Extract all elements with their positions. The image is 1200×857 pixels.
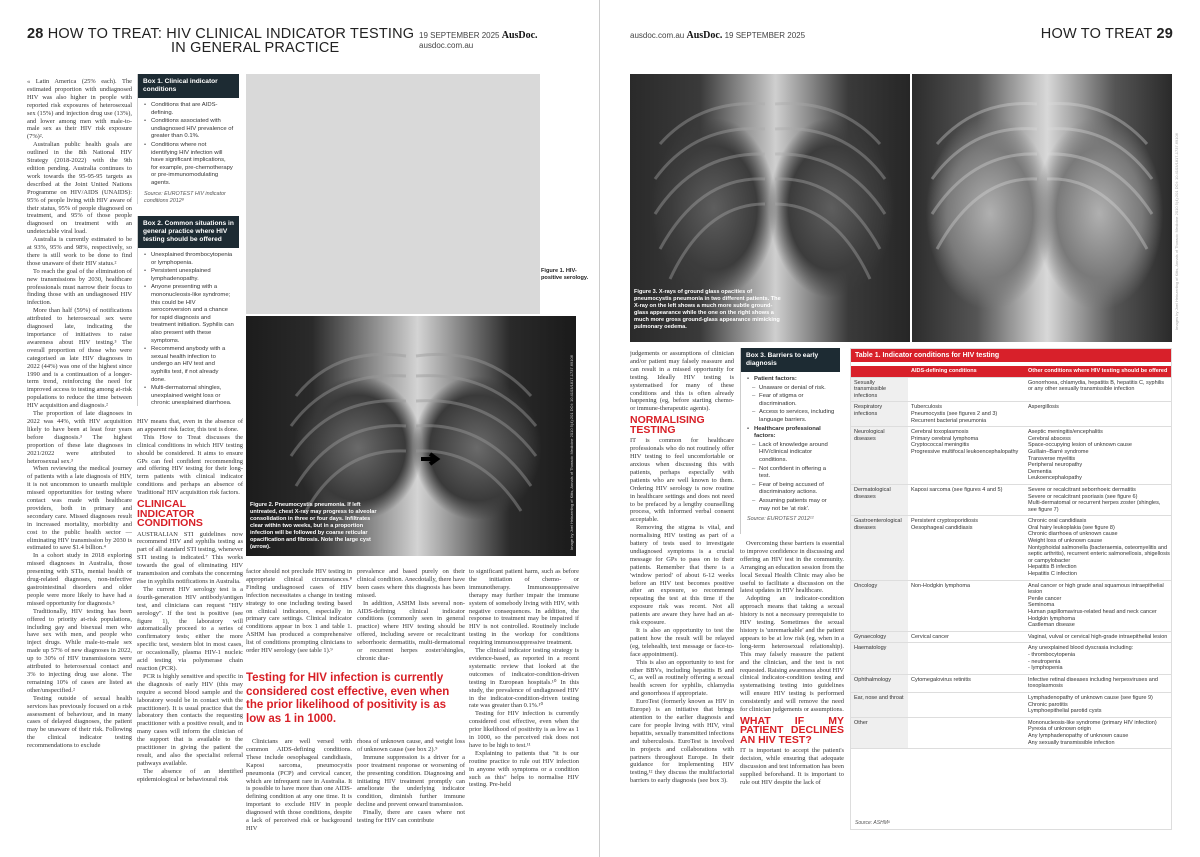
heading-clinical-indicator-conditions: CLINICAL INDICATOR CONDITIONS [137, 498, 203, 530]
table-cell-aids: Tuberculosis Pneumocystis (see figures 2 and 3) Recurrent bacterial pneumonia [908, 402, 1025, 427]
box-1-body [138, 98, 239, 210]
body-column-3b [246, 738, 352, 850]
paragraph: PCR is highly sensitive and specific in the diagnosis of early HIV (this may require a second blood sample and the laboratory would be in contact with the practitioner). It is usual practice that the laboratory then contacts the requesting practitioner with a positive result, and in many cases will inform the clinician of the support that is available to the practitioner in giving the patient the result, and also the specialist referral pathways available. [137, 672, 243, 767]
box-1-item: • Conditions associated with undiagnosed HIV prevalence of greater than 0.1%. [144, 118, 234, 141]
box-3-item: – Lack of knowledge around HIV/clinical indicator conditions. [747, 442, 835, 465]
paragraph: Removing the stigma is vital, and normalising HIV testing as part of a battery of tests used to investigate undiagnosed symptoms is a crucial message for GPs to pass on to their patients. Remember that there is a 'window period' of about 6-12 weeks before an HIV test becomes positive after an exposure, so recommend repeating the test at this time if the exposure risk was recent. Not all patients are aware they have had an at-risk exposure. [630, 524, 734, 627]
table-cell-area: Ophthalmology [851, 674, 908, 692]
table-1-source: Source: ASHM⁹ [855, 820, 891, 826]
xray-ribs-right [912, 74, 1172, 342]
box-1 [137, 74, 239, 204]
table-cell-other: Lymphadenopathy of unknown cause (see figure 9) Chronic parotitis Lymphoepithelial parotid cysts [1025, 692, 1172, 717]
body-column-7 [740, 540, 844, 850]
paragraph: prevalence and based purely on their clinical condition. Anecdotally, there have been cases where this diagnosis has been missed. [357, 568, 465, 599]
table-header-cell: AIDS-defining conditions [908, 366, 1025, 377]
table-cell-aids [908, 643, 1025, 674]
heading-patient-declines: WHAT IF MY PATIENT DECLINES AN HIV TEST? [740, 714, 844, 746]
table-cell-other: Severe or recalcitrant seborrhoeic dermatitis Severe or recalcitrant psoriasis (see figure 6) Multi-dermatomal or recurrent herpes zoster (shingles, see figure 7) [1025, 484, 1172, 515]
paragraph: Traditionally, HIV testing has been offered to priority at-risk populations, including gay and bisexual men who have sex with men, and people who inject drugs. While male-to-male sex made up 57% of new diagnoses in 2022, up to 30% of HIV transmissions were attributed to heterosexual contact and 3% to injecting drug use alone. The remaining 10% of cases are listed as other/unspecified.² [27, 607, 132, 694]
paragraph: The current HIV serology test is a fourth-generation HIV antibody/antigen test, and clinicians can request "HIV serology". If the test is positive (see figure 1), the laboratory will automatically proceed to a series of confirmatory tests; either the more specific test, western blot in most cases, or occasionally, plasma HIV-1 nucleic acid testing via polymerase chain reaction (PCR). [137, 585, 243, 672]
left-page-number: 28 [27, 26, 44, 42]
box-3-item: – Fear of stigma or discrimination. [747, 393, 835, 408]
figure-3-xray-left [630, 74, 910, 342]
right-date: 19 SEPTEMBER 2025 [724, 31, 806, 40]
table-row [851, 580, 1172, 631]
body-column-5 [469, 568, 579, 850]
table-cell-aids [908, 692, 1025, 717]
paragraph: Clinicians are well versed with common AIDS-defining conditions. These include oesophageal candidiasis, Kaposi sarcoma, pneumocystis pneumonia (PCP) and cervical cancer, which are infrequent rare in Australia. It is possible to have more than one AIDS-defining condition at any one time. It is important to exclude HIV in people diagnosed with those conditions, despite a lack of perceived risk or background HIV [246, 738, 352, 832]
table-cell-other: Aspergillosis [1025, 402, 1172, 427]
left-page-meta [419, 30, 582, 50]
table-cell-other: Vaginal, vulval or cervical high-grade intraepithelial lesion [1025, 631, 1172, 643]
table-1-container [850, 348, 1172, 830]
paragraph: The absence of an identified epidemiological or behavioural risk [137, 767, 243, 783]
left-brand: AusDoc. [501, 30, 538, 41]
table-cell-area: Ear, nose and throat [851, 692, 908, 717]
paragraph: Adopting an indicator-condition approach means that taking a sexual history is not a necessary prerequisite to HIV testing. Sometimes the sexual history is 'unremarkable' and the patient appears to be at low risk (eg, when in a long-term heterosexual relationship). This may falsely reassure the patient and the clinician, and the test is not requested. Raising awareness about HIV clinical indicator-condition testing and systematising testing into guidelines will ensure HIV testing is performed consistently and will remove the need for clinician judgements or assumptions. [740, 595, 844, 714]
table-cell-other: Infective retinal diseases including herpesviruses and toxoplasmosis [1025, 674, 1172, 692]
table-row [851, 674, 1172, 692]
body-column-6 [630, 350, 734, 850]
table-header-cell: Other conditions where HIV testing should be offered [1025, 366, 1172, 377]
box-2-title: Box 2. Common situations in general practice where HIV testing should be offered [138, 216, 239, 248]
paragraph: Testing outside of sexual health services has previously focused on a risk assessment of behaviour, and in many cases of delayed diagnoses, the patient may be unaware of their risk. Following the clinical indicator testing recommendations to exclude [27, 694, 132, 750]
box-3-body [741, 372, 840, 528]
title-line-2: IN GENERAL PRACTICE [171, 40, 340, 56]
box-3-group-label: • Patient factors: [747, 376, 835, 384]
box-3-title: Box 3. Barriers to early diagnosis [741, 348, 840, 372]
body-column-4b [357, 738, 465, 850]
box-2-item: • Unexplained thrombocytopenia or lymphopenia. [144, 252, 234, 267]
paragraph: Finally, there are cases where not testing for HIV can contribute [357, 809, 465, 825]
right-page-number: 29 [1156, 26, 1173, 42]
paragraph: It is also an opportunity to test the patient how the result will be relayed (eg, telehealth, text message or face-to-face appointment). [630, 627, 734, 658]
table-row [851, 484, 1172, 515]
paragraph: Overcoming these barriers is essential to improve confidence in discussing and offering an HIV test in the community. Arranging an education session from the local Sexual Health Clinic may also be useful to facilitate a discussion on the latest updates in HIV healthcare. [740, 540, 844, 595]
box-3-group-label: • Healthcare professional factors: [747, 426, 835, 441]
paragraph: To reach the goal of the elimination of new transmissions by 2030, healthcare professionals must narrow their focus to finding those with an undiagnosed HIV infection. [27, 267, 132, 307]
paragraph: AUSTRALIAN STI guidelines now recommend HIV and syphilis testing as part of all standard STI testing, whenever STI testing is indicated.⁷ This works towards the goal of eliminating HIV transmission and combats the concerning rise in syphilis notifications in Australia. [137, 530, 243, 585]
table-cell-area: Neurological diseases [851, 427, 908, 485]
paragraph: More than half (59%) of notifications attributed to heterosexual sex were diagnosed late, indicating the importance of initiatives to raise awareness about HIV testing.³ The overall proportion of those who were categorised as late HIV diagnoses in 2022 (44%) was one of the highest since 1990 and is a continuation of a longer-term trend, reinforcing the need for improved access to testing among at-risk populations to reduce the time between HIV acquisition and diagnosis.² [27, 307, 132, 410]
table-1-title: Table 1. Indicator conditions for HIV testing [851, 349, 1172, 362]
box-2-item: • Recommend anybody with a sexual health infection to undergo an HIV test and syphilis test, if not already done. [144, 346, 234, 384]
paragraph: This is also an opportunity to test for other BBVs, including hepatitis B and C, as well as routinely offering a sexual health screen for syphilis, chlamydia and gonorrhoea if appropriate. [630, 658, 734, 698]
table-cell-aids: Non-Hodgkin lymphoma [908, 580, 1025, 631]
paragraph: Immune suppression is a driver for a poor treatment response or worsening of the presenting condition. Diagnosing and initiating HIV treatment promptly can ameliorate the underlying indicator condition, diminish further immune decline and prevent onward transmission. [357, 753, 465, 809]
heading-normalising-testing: NORMALISING TESTING [630, 414, 705, 436]
table-1 [851, 366, 1172, 749]
paragraph: Australia is currently estimated to be at 93%, 95% and 98%, respectively, so there is still work to be done to find those unaware of their HIV status.² [27, 236, 132, 267]
paragraph: factor should not preclude HIV testing in appropriate clinical circumstances.⁸ Finding undiagnosed cases of HIV infection necessitates a change in testing strategy to one including testing based on clinical indicators, especially in primary care settings. Clinical indicator conditions appear in box 1 and table 1. ASHM has produced a comprehensive list of conditions prompting clinicians to order HIV serology (see table 1).⁹ [246, 568, 352, 655]
body-column-4 [357, 568, 465, 668]
left-page-header [27, 27, 582, 57]
title-line-1: HOW TO TREAT: HIV CLINICAL INDICATOR TESTING [47, 26, 415, 42]
paragraph: The proportion of late diagnoses in 2022 was 44%, with HIV acquisition likely to have been at least four years before diagnosis.³ The highest proportion of these late diagnoses in 2021/2022 were attributed to heterosexual sex.³ [27, 410, 132, 465]
paragraph: This How to Treat discusses the clinical conditions in which HIV testing should be considered. It aims to ensure GPs can feel confident recommending and offering HIV testing for their long-term patients with clinical indicator conditions and perhaps an absence of 'traditional' HIV acquisition risk factors. [137, 433, 243, 497]
paragraph: EuroTest (formerly known as HIV in Europe) is an initiative that brings attention to the earlier diagnosis and care for people living with HIV, viral hepatitis, sexually transmitted infections and tuberculosis. EuroTest is involved in projects and collaborations with partners throughout Europe. In their guidance for implementing HIV testing,¹² they discuss the multifactorial barriers to early diagnosis (see box 3). [630, 698, 734, 785]
table-cell-area: Sexually transmissible infections [851, 377, 908, 402]
box-3-item: – Unaware or denial of risk. [747, 385, 835, 393]
right-page [600, 0, 1200, 857]
box-2-item: • Anyone presenting with a mononucleosis-like syndrome; this could be HIV seroconversion and a chance for rapid diagnosis and treatment initiation. Syphilis can also present with these symptoms. [144, 284, 234, 345]
right-title: HOW TO TREAT [1040, 26, 1153, 42]
figure-2-xray-image [246, 316, 576, 556]
table-cell-aids: Cerebral toxoplasmosis Primary cerebral lymphoma Cryptococcal meningitis Progressive multifocal leukoencephalopathy [908, 427, 1025, 485]
table-cell-aids: Kaposi sarcoma (see figures 4 and 5) [908, 484, 1025, 515]
box-3-item: – Assuming patients may or may not be 'at risk'. [747, 498, 835, 513]
box-3-source: Source: EUROTEST 2012¹² [747, 516, 814, 523]
table-cell-aids: Cytomegalovirus retinitis [908, 674, 1025, 692]
table-header-row [851, 366, 1172, 377]
table-cell-other: Mononucleosis-like syndrome (primary HIV infection) Pyrexia of unknown origin Any lymphadenopathy of unknown cause Any sexually transmissible infection [1025, 717, 1172, 748]
table-cell-other: Chronic oral candidiasis Oral hairy leukoplakia (see figure 8) Chronic diarrhoea of unknown cause Weight loss of unknown cause Nontyphoidal salmonella (bacteraemia, osteomyelitis and septic arthritis), recurrent enteric salmonellosis, shigellosis or campylobacter Hepatitis B infection Hepatitis C infection [1025, 516, 1172, 580]
box-2-body [138, 248, 239, 413]
paragraph: Explaining to patients that "it is our routine practice to rule out HIV infection in anyone with symptoms or a condition such as this" helps to normalise HIV testing. Pre-held [469, 749, 579, 789]
box-2 [137, 216, 239, 406]
arrow-icon [421, 454, 437, 464]
table-row [851, 402, 1172, 427]
paragraph: Testing for HIV infection is currently considered cost effective, even when the prior likelihood of positivity is as low as 1 in 1000, so the perceived risk does not have to be high to test.¹¹ [469, 710, 579, 749]
box-3-item: – Fear of being accused of discriminatory actions. [747, 482, 835, 497]
left-site: ausdoc.com.au [419, 41, 474, 50]
pull-quote: Testing for HIV infection is currently considered cost effective, even when the prior likelihood of positivity is as low as 1 in 1000. [246, 672, 450, 725]
paragraph: The clinical indicator testing strategy is evidence-based, as reported in a recent systematic review that looked at the outcomes of indicator-condition-driven testing in European hospitals.¹⁰ In this study, the prevalence of undiagnosed HIV in the indicator-condition-driven testing rate was greater than 0.1%.¹⁰ [469, 647, 579, 710]
right-page-meta [630, 30, 805, 41]
paragraph: judgements or assumptions of clinician and/or patient may falsely reassure and can result in a missed opportunity for testing. Ideally HIV testing is systematised for many of these conditions and this is often already happening (eg, before starting chemo- or immune-therapeutic agents). [630, 350, 734, 413]
right-brand: AusDoc. [686, 30, 723, 41]
box-3-item: – Access to services, including language barriers. [747, 409, 835, 424]
body-column-1 [27, 78, 132, 848]
figure-3-caption: Figure 3. X-rays of ground glass opacities of pneumocystis pneumonia in two different patients. The X-ray on the left shows a much more subtle ground-glass appearance while the one on the right shows a much more gross ground-glass appearance mimicking pulmonary oedema. [634, 289, 781, 330]
figure-1-image [246, 74, 540, 314]
table-row [851, 427, 1172, 485]
table-row [851, 692, 1172, 717]
paragraph: In a cohort study in 2018 exploring missed diagnoses in Australia, those presenting with STIs, mental health or drug-related diagnoses, non-infective gastrointestinal disorders and older people were more likely to have had a missed opportunity for diagnosis.⁵ [27, 552, 132, 607]
table-cell-area: Other [851, 717, 908, 748]
table-cell-other: Aseptic meningitis/encephalitis Cerebral abscess Space-occupying lesion of unknown cause Guillain–Barré syndrome Transverse myelitis Peripheral neuropathy Dementia Leukoencephalopathy [1025, 427, 1172, 485]
table-cell-area: Haematology [851, 643, 908, 674]
body-column-2 [137, 418, 243, 848]
table-row [851, 631, 1172, 643]
body-column-3 [246, 568, 352, 668]
paragraph: IT is common for healthcare professionals who do not routinely offer HIV testing to feel uncomfortable or anxious when discussing this with patients, perhaps especially with patients who are well known to them. Ordering HIV serology is now routine in healthcare settings and does not need to be prefaced by a lengthy counselling process, with informed verbal consent acceptable. [630, 437, 734, 524]
box-1-source: Source: EUROTEST HIV indicator conditions 2012⁸ [144, 190, 226, 205]
table-cell-aids [908, 717, 1025, 748]
box-2-item: • Multi-dermatomal shingles, unexplained weight loss or chronic unexplained diarrhoea. [144, 385, 234, 408]
table-cell-other: Anal cancer or high grade anal squamous intraepithelial lesion Penile cancer Seminoma Human papillomavirus-related head and neck cancer Hodgkin lymphoma Castleman disease [1025, 580, 1172, 631]
box-1-title: Box 1. Clinical indicator conditions [138, 74, 239, 98]
table-cell-area: Dermatological diseases [851, 484, 908, 515]
figure-3-credit: Images by Joel Heinzerling of Kitts, Annals of Thoracic Medicine 2010 5(4):201 DOI: 10.4103/1817-1737.69106 [1174, 133, 1179, 330]
table-cell-area: Respiratory infections [851, 402, 908, 427]
paragraph: rhoea of unknown cause, and weight loss of unknown cause (see box 2).⁹ [357, 738, 465, 753]
table-cell-aids: Persistent cryptosporidiosis Oesophageal candidiasis [908, 516, 1025, 580]
table-cell-area: Gastroenterological diseases [851, 516, 908, 580]
table-cell-other: Any unexplained blood dyscrasia including: - thrombocytopenia - neutropenia - lymphopenia [1025, 643, 1172, 674]
table-header-cell [851, 366, 908, 377]
paragraph: When reviewing the medical journey of patients with a late diagnosis of HIV, it is not uncommon to unearth multiple missed opportunities for testing where contact was made with healthcare providers, both in primary and secondary care. Missed diagnoses result in increased mortality, morbidity and cost to the public health sector — eliminating HIV transmission by 2030 is estimated to save $1.4 billion.⁴ [27, 465, 132, 552]
box-1-item: • Conditions where not identifying HIV infection will have significant implications, for example, pre-chemotherapy or pre-immunomodulating agents. [144, 142, 234, 188]
table-cell-area: Gynaecology [851, 631, 908, 643]
paragraph: HIV means that, even in the absence of an apparent risk factor, this test is done. [137, 418, 243, 433]
figure-1-caption: Figure 1. HIV-positive serology. [541, 268, 589, 281]
table-cell-aids: Cervical cancer [908, 631, 1025, 643]
box-3 [740, 348, 840, 534]
table-row [851, 516, 1172, 580]
figure-2-caption: Figure 2. Pneumocystis pneumonia. If left untreated, chest X-ray may progress to alveolar consolidation in three or four days. Infiltrates clear within two weeks, but in a proportion infection will be followed by coarse reticular opacification and fibrosis. Note the large cyst (arrow). [250, 502, 377, 550]
right-site: ausdoc.com.au [630, 31, 685, 40]
paragraph: In addition, ASHM lists several non-AIDS-defining clinical indicator conditions (commonly seen in general practice) where HIV testing should be offered, including severe or recalcitrant seborrhoeic dermatitis, multi-dermatomal or recurrent herpes zoster/shingles, chronic diar- [357, 599, 465, 662]
paragraph: Australian public health goals are outlined in the 8th National HIV Strategy (2018-2022) with the 9th edition pending. Australia continues to work towards the 95-95-95 targets as described at the Joint United Nations Programme on HIV/AIDS (UNAIDS): 95% of people living with HIV aware of their status, 95% of people diagnosed on treatment, and 95% of those people diagnosed on treatment with an undetectable viral load. [27, 141, 132, 236]
table-row [851, 717, 1172, 748]
table-cell-aids [908, 377, 1025, 402]
table-cell-other: Gonorrhoea, chlamydia, hepatitis B, hepatitis C, syphilis or any other sexually transmissible infection [1025, 377, 1172, 402]
figure-2-credit: Image by Joel Heinzerling of Kitts, Annals of Thoracic Medicine 2010 5(4):201 DOI: 10.4103/1817-1737.69106 [569, 355, 574, 550]
right-page-title [1041, 27, 1173, 41]
table-cell-area: Oncology [851, 580, 908, 631]
table-row [851, 377, 1172, 402]
table-row [851, 643, 1172, 674]
paragraph: IT is important to accept the patient's decision, while ensuring that adequate discussion and test information has been supplied beforehand. It is important to rule out HIV despite the lack of [740, 747, 844, 787]
paragraph: « Latin America (25% each). The estimated proportion with undiagnosed HIV was also higher in people with reported risk exposures of heterosexual sex (15%) and injection drug use (13%), and lower among men with male-to-male sex as their HIV risk exposure (7%)². [27, 78, 132, 141]
paragraph: to significant patient harm, such as before the initiation of chemo- or immunotherapy. Immunosuppressive therapy may further impair the immune system of somebody living with HIV, with negative consequences. In addition, the response to treatment may be impaired if HIV is not controlled. Routinely include testing in the workup for conditions requiring immunosuppressive treatment. [469, 568, 579, 647]
left-date: 19 SEPTEMBER 2025 [419, 31, 500, 40]
box-2-item: • Persistent unexplained lymphadenopathy. [144, 268, 234, 283]
figure-3-xray-right [912, 74, 1172, 342]
box-3-item: – Not confident in offering a test. [747, 466, 835, 481]
box-1-item: • Conditions that are AIDS-defining. [144, 102, 234, 117]
